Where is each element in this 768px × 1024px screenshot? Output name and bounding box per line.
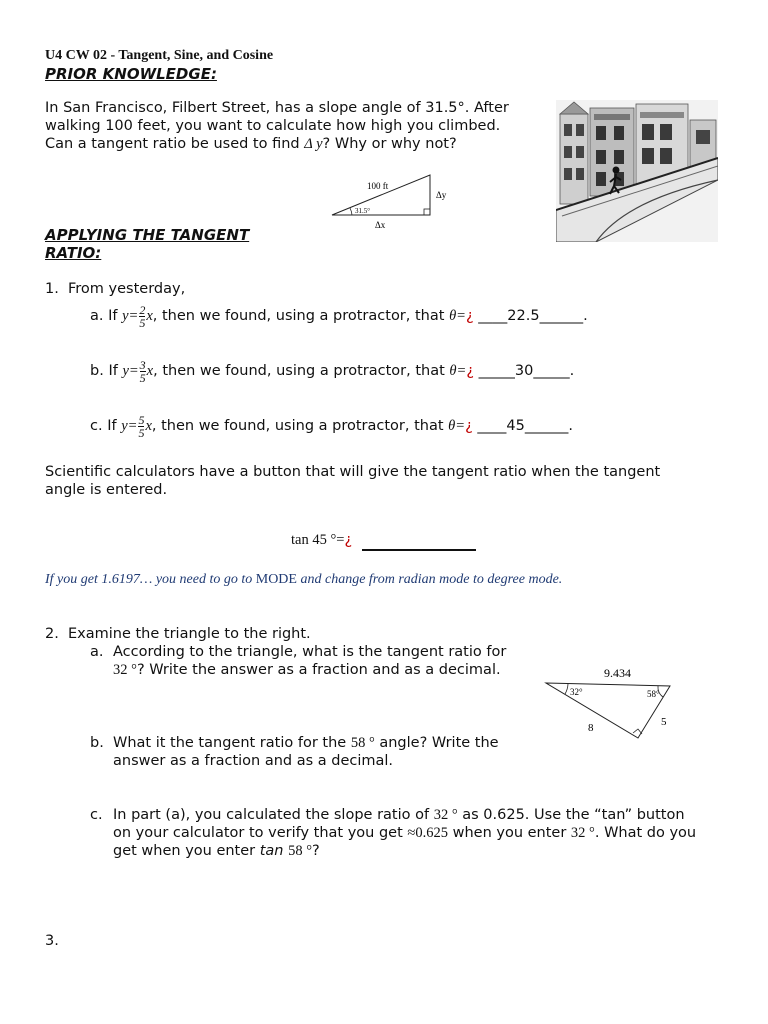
question-2b-pre: What it the tangent ratio for the: [113, 735, 347, 751]
question-2c-l2-post: . What do you: [594, 825, 697, 841]
question-2c-line-1: [113, 806, 685, 824]
fraction: [139, 304, 145, 329]
question-2a-line-2-text: ? Write the answer as a fraction and as a decimal.: [136, 662, 501, 678]
fraction: [140, 359, 146, 384]
question-2a-letter: a.: [90, 644, 104, 660]
answer-value: 22.5: [507, 308, 540, 324]
tan-45-expression: tan 45 °=: [291, 532, 345, 548]
theta-equals: θ=: [449, 363, 467, 379]
blank-after: ______: [524, 418, 569, 434]
filbert-triangle-diagram: [300, 172, 480, 234]
delta-y-symbol: Δ y: [304, 136, 323, 152]
fraction-denominator: 5: [139, 370, 146, 385]
blank-after: ______: [539, 308, 584, 324]
calculator-line-2: angle is entered.: [45, 482, 168, 498]
question-2c-l3-post: ?: [312, 843, 320, 859]
theta-equals: θ=: [448, 418, 466, 434]
inverted-question-mark: ¿: [465, 418, 473, 434]
if-word: If: [108, 308, 118, 324]
degree-58: 58 °: [288, 843, 313, 859]
angle-32-label: 32°: [570, 687, 583, 697]
prior-line-2: walking 100 feet, you want to calculate how high you climbed.: [45, 118, 501, 134]
note-part-1: If you get 1.6197… you need to go to: [45, 572, 256, 587]
question-1b: [90, 353, 574, 389]
opp-label-2: 5: [661, 716, 667, 728]
applying-heading-2: RATIO:: [45, 244, 102, 262]
angle-58-label: 58°: [647, 689, 660, 699]
equation-lhs: y=: [121, 418, 138, 434]
question-2c-l2-pre: on your calculator to verify that you get: [113, 825, 403, 841]
answer-value: 45: [506, 418, 525, 434]
degree-32: 32 °: [570, 825, 595, 841]
note-mode-word: MODE: [255, 572, 297, 587]
period: .: [569, 363, 575, 379]
variable-x: x: [145, 418, 152, 434]
blank-before: _____: [478, 363, 515, 379]
opp-label-1: Δy: [436, 190, 447, 200]
tan-word: tan: [259, 843, 284, 859]
calculator-line-1: Scientific calculators have a button that will give the tangent ratio when the tangent: [45, 464, 661, 480]
fraction-denominator: 5: [138, 425, 145, 440]
question-2c-post: as 0.625. Use the “tan” button: [462, 807, 685, 823]
question-2-text: Examine the triangle to the right.: [68, 626, 311, 642]
question-2a-line-1: According to the triangle, what is the tangent ratio for: [113, 644, 507, 660]
question-3-number: 3.: [45, 933, 59, 949]
theta-equals: θ=: [449, 308, 466, 324]
applying-heading-1: APPLYING THE TANGENT: [45, 226, 250, 244]
part-text: , then we found, using a protractor, that: [151, 418, 444, 434]
blank-before: ____: [477, 418, 507, 434]
degree-mode-note: [45, 571, 562, 589]
variable-x: x: [146, 308, 153, 324]
period: .: [568, 418, 573, 434]
hyp-label-2: 9.434: [604, 666, 631, 680]
worksheet-title: U4 CW 02 - Tangent, Sine, and Cosine: [45, 48, 274, 63]
degree-58: 58 °: [350, 735, 375, 751]
filbert-street-illustration: [556, 100, 718, 242]
answer-value: 30: [514, 363, 534, 379]
blank-after: _____: [533, 363, 570, 379]
question-1c: [90, 408, 573, 444]
part-letter: b.: [90, 363, 104, 379]
if-word: If: [107, 418, 117, 434]
equation-lhs: y=: [122, 308, 139, 324]
angle-label-1: 31.5°: [355, 207, 371, 215]
approx-value: ≈0.625: [407, 825, 448, 841]
part-letter: a.: [90, 308, 104, 324]
fraction-denominator: 5: [139, 315, 146, 330]
part-letter: c.: [90, 418, 103, 434]
degree-32: 32 °: [433, 807, 458, 823]
question-1a: [90, 298, 588, 334]
prior-knowledge-heading: PRIOR KNOWLEDGE:: [45, 65, 217, 83]
tan-45-equation: [291, 531, 352, 549]
prior-line-3-text: Can a tangent ratio be used to find: [45, 136, 300, 152]
blank-before: ____: [478, 308, 508, 324]
tan-45-answer-line: [362, 549, 476, 551]
question-2c-letter: c.: [90, 807, 103, 823]
fraction-numerator: 2: [139, 302, 146, 317]
fraction-numerator: 3: [139, 357, 146, 372]
degree-32: 32 °: [113, 662, 137, 678]
question-2a-line-2: [113, 661, 501, 679]
period: .: [583, 308, 588, 324]
part-text: , then we found, using a protractor, that: [153, 363, 445, 379]
question-2b-letter: b.: [90, 735, 104, 751]
question-1-text: From yesterday,: [68, 281, 186, 297]
variable-x: x: [146, 363, 154, 379]
inverted-question-mark: ¿: [465, 308, 474, 324]
if-word: If: [108, 363, 118, 379]
fraction: [138, 414, 144, 439]
prior-line-3: [45, 135, 457, 153]
adj-label-2: 8: [588, 722, 594, 734]
question-2c-l2-mid: when you enter: [452, 825, 567, 841]
inverted-question-mark: ¿: [466, 363, 475, 379]
question-2c-pre: In part (a), you calculated the slope ratio of: [113, 807, 430, 823]
hyp-label-1: 100 ft: [367, 181, 389, 191]
question-2-number: 2.: [45, 626, 59, 642]
prior-line-1: In San Francisco, Filbert Street, has a slope angle of 31.5°. After: [45, 100, 509, 116]
question-2b-line-1: [113, 734, 499, 752]
adj-label-1: Δx: [375, 220, 386, 230]
right-triangle-diagram: [540, 648, 690, 750]
question-2c-line-3: [113, 842, 320, 860]
question-2b-line-2: answer as a fraction and as a decimal.: [113, 753, 394, 769]
note-part-2: and change from radian mode to degree mode.: [296, 572, 563, 587]
fraction-numerator: 5: [138, 412, 145, 427]
question-1-number: 1.: [45, 281, 59, 297]
question-2b-post: angle? Write the: [379, 735, 499, 751]
prior-line-3-end: ? Why or why not?: [322, 136, 457, 152]
inverted-question-mark: ¿: [344, 532, 353, 548]
equation-lhs: y=: [122, 363, 139, 379]
question-2c-line-2: [113, 824, 696, 842]
question-2c-l3-pre: get when you enter: [113, 843, 256, 859]
part-text: , then we found, using a protractor, that: [152, 308, 445, 324]
